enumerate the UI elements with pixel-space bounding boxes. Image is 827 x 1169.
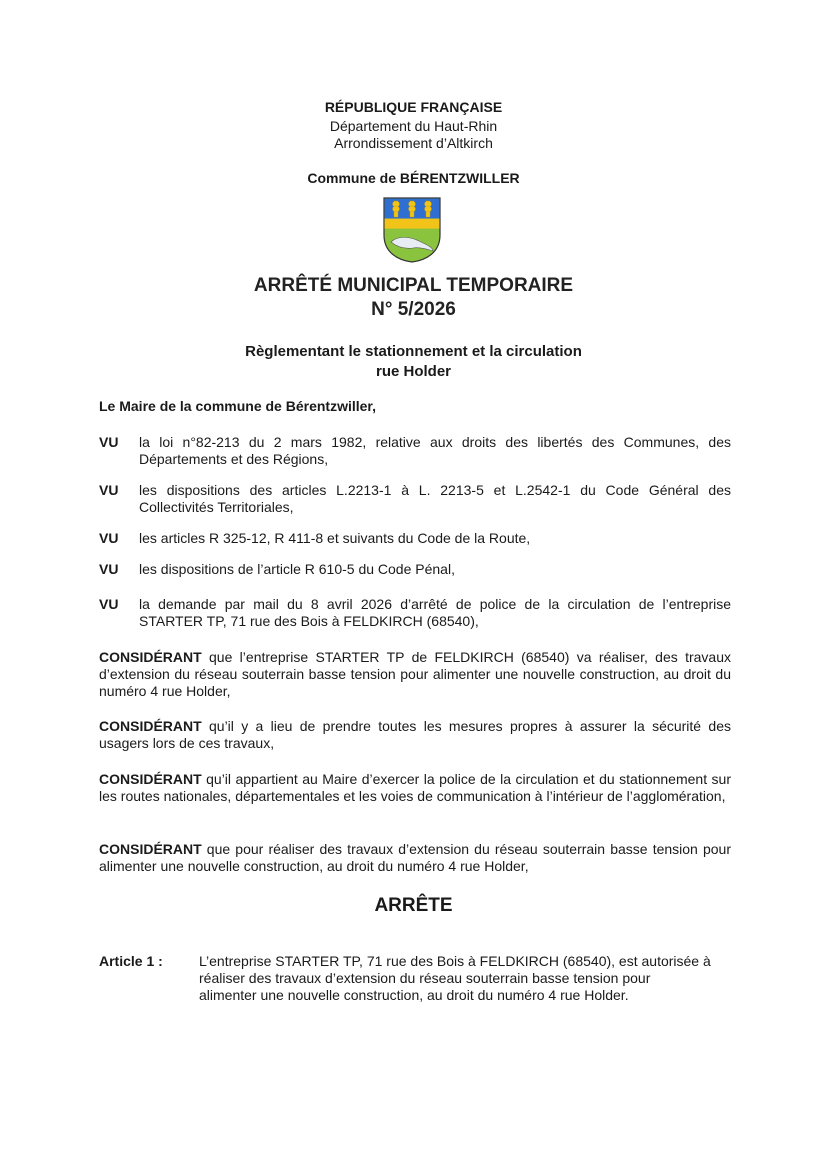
arrete-heading: ARRÊTE [374, 895, 453, 916]
vu-text: les dispositions des articles L.2213-1 à L. 2213-5 et L.2542-1 du Code Général des Collectivités Territoriales, [139, 482, 731, 515]
considerant-paragraph [99, 718, 731, 752]
vu-item [99, 530, 731, 547]
vu-text: la loi n°82-213 du 2 mars 1982, relative aux droits des libertés des Communes, des Départements et des Régions, [139, 434, 731, 467]
considerant-text: qu’il appartient au Maire d’exercer la police de la circulation et du stationnement sur les routes nationales, départementales et les voies de communication à l’intérieur de l’agglomération, [99, 771, 731, 804]
decree-title: ARRÊTÉ MUNICIPAL TEMPORAIRE [253, 275, 574, 296]
commune-coat-of-arms-icon [383, 197, 441, 263]
vu-item [99, 596, 731, 630]
vu-item [99, 561, 731, 578]
article-1 [99, 953, 731, 1004]
vu-label: VU [99, 482, 119, 498]
vu-label: VU [99, 434, 119, 450]
department-line: Département du Haut-Rhin [329, 118, 498, 134]
considerant-label: CONSIDÉRANT [99, 718, 202, 734]
vu-label: VU [99, 530, 119, 546]
decree-subject-line-1: Règlementant le stationnement et la circulation [245, 343, 582, 360]
decree-number: N° 5/2026 [371, 299, 456, 320]
article-label: Article 1 : [99, 953, 163, 969]
decree-subject-line-2: rue Holder [375, 363, 451, 380]
considerant-label: CONSIDÉRANT [99, 771, 202, 787]
considerant-label: CONSIDÉRANT [99, 841, 202, 857]
commune-name: Commune de BÉRENTZWILLER [307, 170, 520, 186]
considerant-paragraph [99, 841, 731, 875]
considerant-paragraph [99, 649, 731, 700]
vu-item [99, 482, 731, 516]
vu-label: VU [99, 561, 119, 577]
vu-text: les dispositions de l’article R 610-5 du Code Pénal, [139, 561, 455, 577]
arrondissement-line: Arrondissement d’Altkirch [334, 135, 493, 151]
vu-text: les articles R 325-12, R 411-8 et suivants du Code de la Route, [139, 530, 531, 546]
considerant-label: CONSIDÉRANT [99, 649, 202, 665]
considerant-text: que pour réaliser des travaux d’extension du réseau souterrain basse tension pour alimenter une nouvelle construction, au droit du numéro 4 rue Holder, [99, 841, 731, 874]
vu-label: VU [99, 596, 119, 612]
considerant-paragraph [99, 771, 731, 805]
mayor-heading: Le Maire de la commune de Bérentzwiller, [99, 398, 376, 414]
vu-item [99, 434, 731, 468]
republic-heading: RÉPUBLIQUE FRANÇAISE [324, 99, 503, 115]
considerant-text: qu’il y a lieu de prendre toutes les mesures propres à assurer la sécurité des usagers lors de ces travaux, [99, 718, 731, 751]
article-text: L’entreprise STARTER TP, 71 rue des Bois à FELDKIRCH (68540), est autorisée à réaliser des travaux d’extension du réseau souterrain basse tension pour alimenter une nouvelle construction, au droit du numéro 4 rue Holder. [199, 953, 711, 1003]
considerant-text: que l’entreprise STARTER TP de FELDKIRCH (68540) va réaliser, des travaux d’extension du réseau souterrain basse tension pour alimenter une nouvelle construction, au droit du numéro 4 rue Holder, [99, 649, 731, 699]
vu-text: la demande par mail du 8 avril 2026 d’arrêté de police de la circulation de l’entreprise STARTER TP, 71 rue des Bois à FELDKIRCH (68540), [139, 596, 731, 629]
